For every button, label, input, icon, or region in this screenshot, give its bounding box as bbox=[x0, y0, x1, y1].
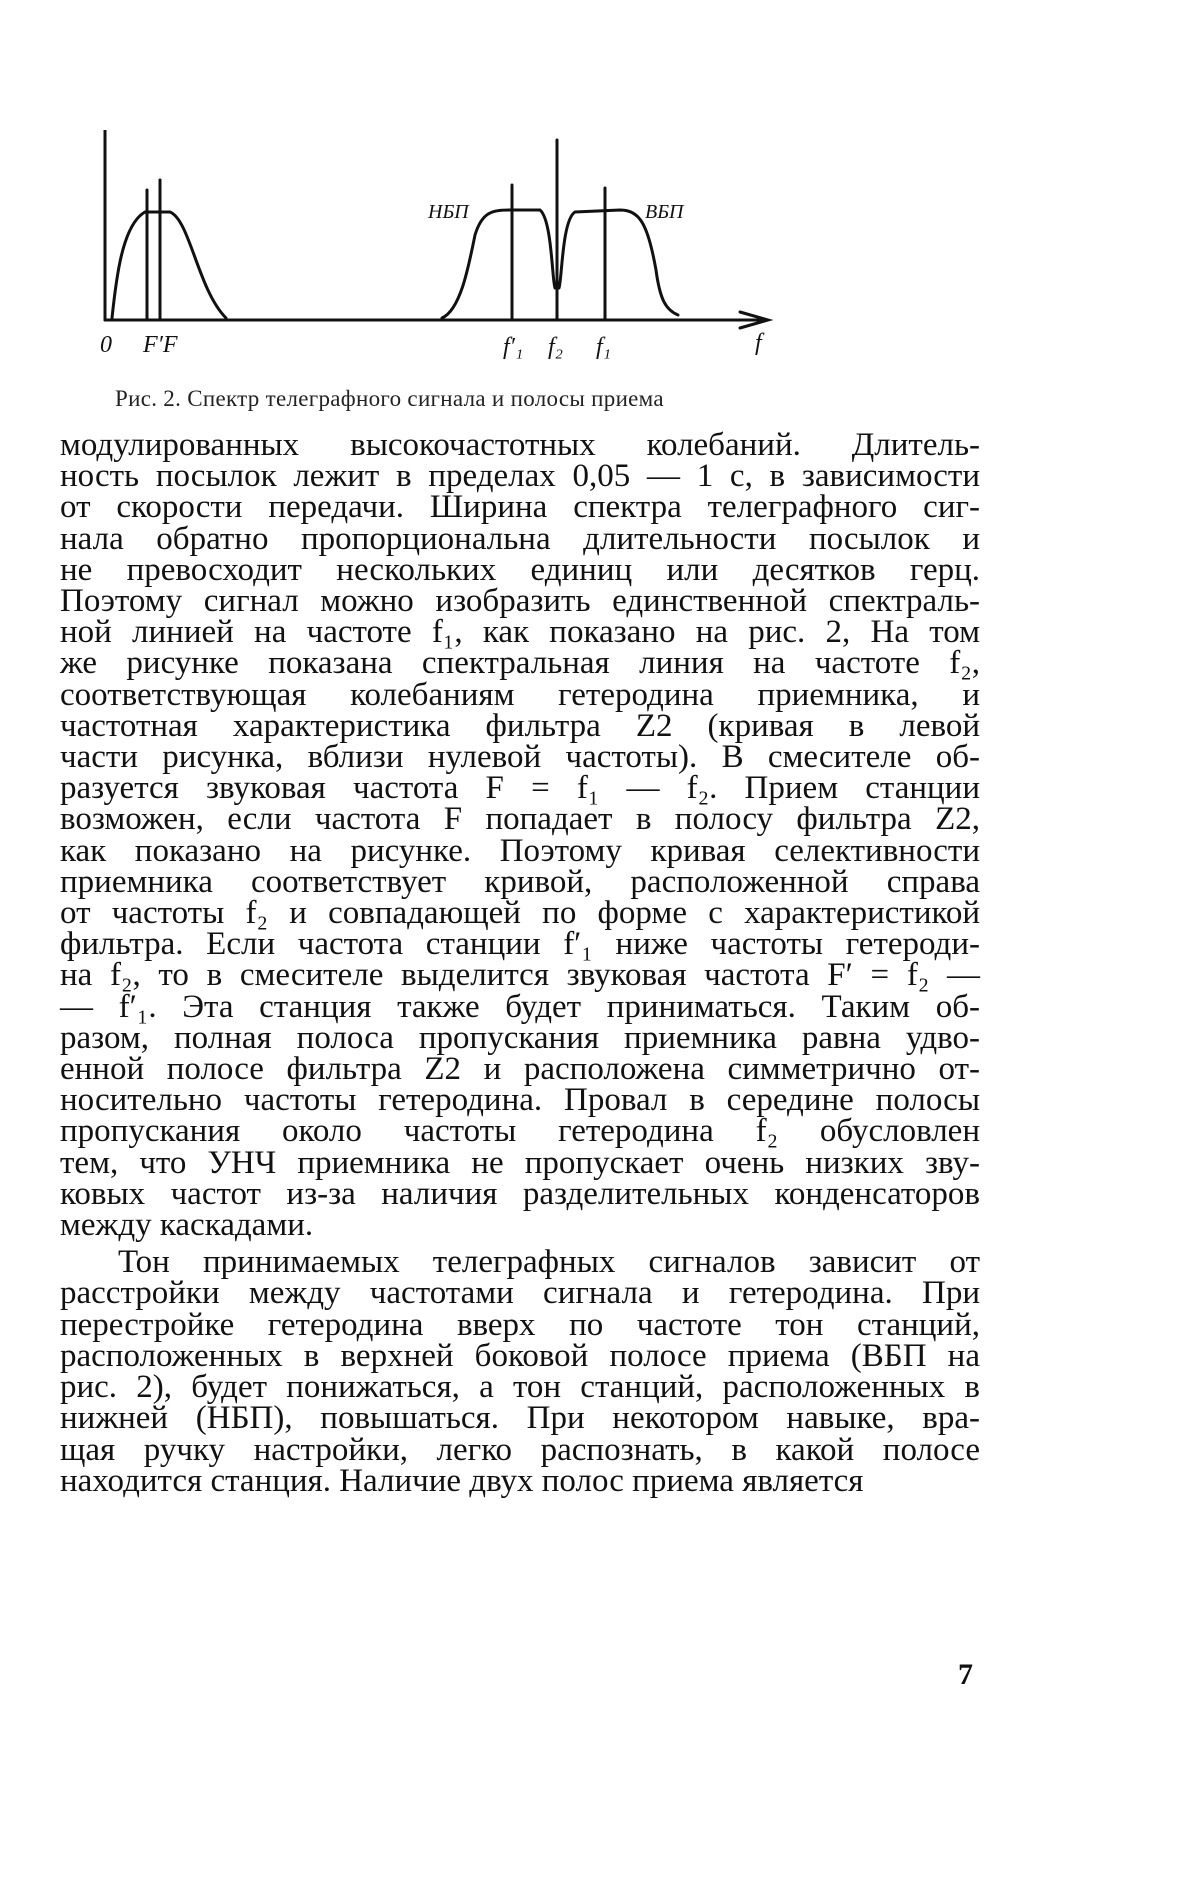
paragraph bbox=[60, 427, 980, 1244]
paragraph bbox=[60, 1244, 980, 1499]
text-line: расстройки между частотами сигнала и гетеродина. При bbox=[60, 1275, 980, 1312]
text-line: пропускания около частоты гетеродина f₂ обусловлен bbox=[60, 1113, 980, 1150]
spectrum-diagram bbox=[100, 130, 940, 390]
text-line: между каскадами. bbox=[60, 1207, 314, 1244]
text-line: носительно частоты гетеродина. Провал в середине полосы bbox=[60, 1082, 980, 1119]
figure-caption: Рис. 2. Спектр телеграфного сигнала и полосы приема bbox=[115, 386, 664, 411]
F-prime-F-label: F′F bbox=[143, 332, 178, 358]
spectrum-figure bbox=[100, 130, 940, 395]
f1-label: f₁ bbox=[596, 334, 612, 360]
text-line: фильтра. Если частота станции f′₁ ниже частоты гетероди- bbox=[60, 926, 980, 963]
body-text bbox=[60, 427, 980, 1499]
f2-label: f₂ bbox=[548, 334, 564, 360]
text-line: перестройке гетеродина вверх по частоте тон станций, bbox=[60, 1306, 980, 1343]
text-line: же рисунке показана спектральная линия на частоте f₂, bbox=[60, 645, 980, 682]
nbp-curve bbox=[442, 210, 555, 318]
filter-z2-curve bbox=[112, 212, 226, 318]
f1-prime-label: f′₁ bbox=[503, 334, 524, 360]
text-line: части рисунка, вблизи нулевой частоты). В смесителе об- bbox=[60, 739, 980, 776]
text-line: тем, что УНЧ приемника не пропускает очень низких зву- bbox=[60, 1144, 980, 1181]
text-line: щая ручку настройки, легко распознать, в какой полосе bbox=[60, 1431, 980, 1468]
text-line: Поэтому сигнал можно изобразить единственной спектраль- bbox=[60, 583, 980, 620]
text-line: рис. 2), будет понижаться, а тон станций, расположенных в bbox=[60, 1369, 980, 1406]
text-line: модулированных высокочастотных колебаний. Длитель- bbox=[60, 427, 980, 463]
text-line: разуется звуковая частота F = f₁ — f₂. Прием станции bbox=[60, 770, 980, 807]
text-line: нижней (НБП), повышаться. При некотором навыке, вра- bbox=[60, 1400, 980, 1437]
text-line: нала обратно пропорциональна длительности посылок и bbox=[60, 520, 980, 557]
text-line: расположенных в верхней боковой полосе приема (ВБП на bbox=[60, 1337, 980, 1374]
text-line: как показано на рисунке. Поэтому кривая селективности bbox=[60, 832, 980, 869]
text-line: возможен, если частота F попадает в полосу фильтра Z2, bbox=[60, 801, 980, 838]
f-axis-label: f bbox=[755, 330, 762, 356]
text-line: ность посылок лежит в пределах 0,05 — 1 с, в зависимости bbox=[60, 458, 980, 495]
text-line: енной полосе фильтра Z2 и расположена симметрично от- bbox=[60, 1051, 980, 1088]
text-line: от скорости передачи. Ширина спектра телеграфного сиг- bbox=[60, 489, 980, 526]
origin-label: 0 bbox=[100, 332, 112, 358]
text-line: на f₂, то в смесителе выделится звуковая частота F′ = f₂ — bbox=[60, 957, 980, 994]
nbp-label: НБП bbox=[428, 201, 469, 223]
text-line: ковых частот из-за наличия разделительных конденсаторов bbox=[60, 1175, 980, 1212]
text-line: соответствующая колебаниям гетеродина приемника, и bbox=[60, 676, 980, 713]
text-line: находится станция. Наличие двух полос приема является bbox=[60, 1462, 864, 1499]
text-line: разом, полная полоса пропускания приемника равна удво- bbox=[60, 1019, 980, 1056]
text-line: от частоты f₂ и совпадающей по форме с характеристикой bbox=[60, 895, 980, 932]
text-line: ной линией на частоте f₁, как показано на рис. 2, На том bbox=[60, 614, 980, 651]
page-number: 7 bbox=[958, 1658, 973, 1691]
text-line: — f′₁. Эта станция также будет приниматься. Таким об- bbox=[60, 988, 980, 1025]
vbp-curve bbox=[559, 210, 678, 315]
text-line: не превосходит нескольких единиц или десятков герц. bbox=[60, 551, 980, 588]
text-line: частотная характеристика фильтра Z2 (кривая в левой bbox=[60, 707, 980, 744]
vbp-label: ВБП bbox=[645, 201, 684, 223]
text-line: Тон принимаемых телеграфных сигналов зависит от bbox=[118, 1244, 980, 1281]
text-line: приемника соответствует кривой, расположенной справа bbox=[60, 863, 980, 900]
